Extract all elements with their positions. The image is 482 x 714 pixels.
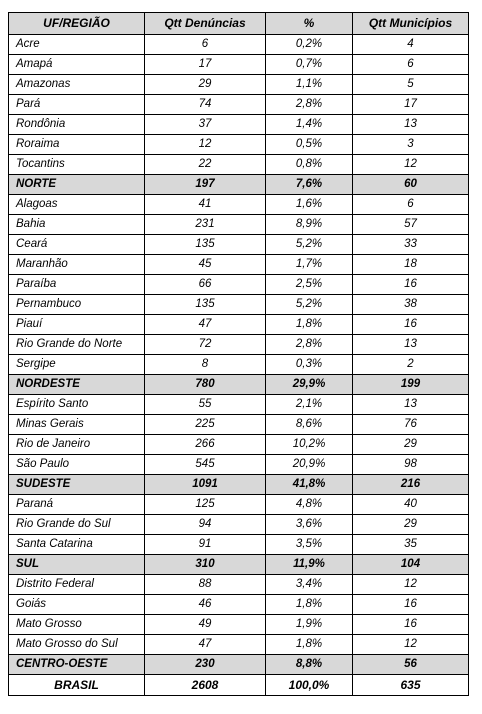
cell-qtt-municipios: 3 bbox=[353, 135, 469, 155]
cell-qtt-denuncias: 231 bbox=[145, 215, 266, 235]
table-row bbox=[9, 515, 469, 535]
cell-percent: 1,8% bbox=[266, 635, 353, 655]
cell-uf-regiao: Rio Grande do Norte bbox=[9, 335, 145, 355]
cell-percent: 2,8% bbox=[266, 95, 353, 115]
cell-qtt-municipios: 16 bbox=[353, 275, 469, 295]
cell-qtt-denuncias: 780 bbox=[145, 375, 266, 395]
cell-qtt-municipios: 16 bbox=[353, 615, 469, 635]
cell-qtt-municipios: 17 bbox=[353, 95, 469, 115]
cell-qtt-municipios: 13 bbox=[353, 115, 469, 135]
cell-percent: 1,1% bbox=[266, 75, 353, 95]
cell-percent: 8,6% bbox=[266, 415, 353, 435]
cell-qtt-municipios: 57 bbox=[353, 215, 469, 235]
cell-qtt-denuncias: 135 bbox=[145, 235, 266, 255]
cell-qtt-municipios: 60 bbox=[353, 175, 469, 195]
cell-qtt-denuncias: 66 bbox=[145, 275, 266, 295]
table-row bbox=[9, 95, 469, 115]
cell-qtt-municipios: 98 bbox=[353, 455, 469, 475]
cell-qtt-denuncias: 72 bbox=[145, 335, 266, 355]
cell-qtt-denuncias: 230 bbox=[145, 655, 266, 675]
cell-qtt-denuncias: 45 bbox=[145, 255, 266, 275]
cell-qtt-denuncias: 545 bbox=[145, 455, 266, 475]
cell-uf-regiao: Pará bbox=[9, 95, 145, 115]
cell-qtt-denuncias: 49 bbox=[145, 615, 266, 635]
cell-uf-regiao: CENTRO-OESTE bbox=[9, 655, 145, 675]
cell-uf-regiao: Pernambuco bbox=[9, 295, 145, 315]
cell-qtt-denuncias: 74 bbox=[145, 95, 266, 115]
cell-qtt-municipios: 76 bbox=[353, 415, 469, 435]
region-subtotal-row bbox=[9, 375, 469, 395]
table-row bbox=[9, 355, 469, 375]
cell-qtt-municipios: 12 bbox=[353, 635, 469, 655]
cell-qtt-municipios: 6 bbox=[353, 195, 469, 215]
table-row bbox=[9, 235, 469, 255]
cell-uf-regiao: Sergipe bbox=[9, 355, 145, 375]
cell-uf-regiao: NORDESTE bbox=[9, 375, 145, 395]
cell-qtt-denuncias: 197 bbox=[145, 175, 266, 195]
cell-qtt-denuncias: 55 bbox=[145, 395, 266, 415]
cell-uf-regiao: Santa Catarina bbox=[9, 535, 145, 555]
header-qtt-municipios: Qtt Municípios bbox=[353, 13, 469, 35]
cell-qtt-denuncias: 29 bbox=[145, 75, 266, 95]
cell-qtt-denuncias: 46 bbox=[145, 595, 266, 615]
cell-uf-regiao: Alagoas bbox=[9, 195, 145, 215]
table-row bbox=[9, 335, 469, 355]
table-row bbox=[9, 455, 469, 475]
table-row bbox=[9, 615, 469, 635]
denuncias-table bbox=[8, 12, 469, 696]
cell-uf-regiao: Mato Grosso bbox=[9, 615, 145, 635]
cell-qtt-denuncias: 94 bbox=[145, 515, 266, 535]
cell-uf-regiao: Bahia bbox=[9, 215, 145, 235]
cell-qtt-municipios: 56 bbox=[353, 655, 469, 675]
cell-percent: 41,8% bbox=[266, 475, 353, 495]
cell-qtt-municipios: 29 bbox=[353, 515, 469, 535]
cell-uf-regiao: Rondônia bbox=[9, 115, 145, 135]
cell-uf-regiao: SUDESTE bbox=[9, 475, 145, 495]
cell-percent: 0,7% bbox=[266, 55, 353, 75]
table-row bbox=[9, 55, 469, 75]
cell-qtt-municipios: 38 bbox=[353, 295, 469, 315]
cell-qtt-municipios: 635 bbox=[353, 675, 469, 696]
cell-qtt-municipios: 29 bbox=[353, 435, 469, 455]
table-row bbox=[9, 115, 469, 135]
cell-percent: 4,8% bbox=[266, 495, 353, 515]
cell-uf-regiao: Amapá bbox=[9, 55, 145, 75]
cell-percent: 100,0% bbox=[266, 675, 353, 696]
cell-percent: 3,5% bbox=[266, 535, 353, 555]
table-row bbox=[9, 155, 469, 175]
table-row bbox=[9, 295, 469, 315]
cell-qtt-denuncias: 225 bbox=[145, 415, 266, 435]
table-row bbox=[9, 495, 469, 515]
table-header-row bbox=[9, 13, 469, 35]
cell-qtt-municipios: 13 bbox=[353, 335, 469, 355]
cell-qtt-denuncias: 47 bbox=[145, 635, 266, 655]
cell-uf-regiao: Amazonas bbox=[9, 75, 145, 95]
cell-qtt-denuncias: 91 bbox=[145, 535, 266, 555]
table-row bbox=[9, 415, 469, 435]
cell-qtt-municipios: 18 bbox=[353, 255, 469, 275]
cell-percent: 7,6% bbox=[266, 175, 353, 195]
cell-percent: 29,9% bbox=[266, 375, 353, 395]
region-subtotal-row bbox=[9, 555, 469, 575]
cell-qtt-denuncias: 266 bbox=[145, 435, 266, 455]
cell-percent: 8,8% bbox=[266, 655, 353, 675]
table-row bbox=[9, 255, 469, 275]
region-subtotal-row bbox=[9, 475, 469, 495]
table-row bbox=[9, 575, 469, 595]
cell-percent: 2,5% bbox=[266, 275, 353, 295]
cell-uf-regiao: NORTE bbox=[9, 175, 145, 195]
header-percent: % bbox=[266, 13, 353, 35]
cell-qtt-denuncias: 88 bbox=[145, 575, 266, 595]
table-row bbox=[9, 535, 469, 555]
cell-percent: 2,8% bbox=[266, 335, 353, 355]
table-row bbox=[9, 275, 469, 295]
table-row bbox=[9, 35, 469, 55]
cell-qtt-municipios: 199 bbox=[353, 375, 469, 395]
cell-uf-regiao: Tocantins bbox=[9, 155, 145, 175]
cell-uf-regiao: Rio de Janeiro bbox=[9, 435, 145, 455]
cell-qtt-denuncias: 125 bbox=[145, 495, 266, 515]
cell-uf-regiao: Espírito Santo bbox=[9, 395, 145, 415]
cell-qtt-denuncias: 17 bbox=[145, 55, 266, 75]
region-subtotal-row bbox=[9, 175, 469, 195]
cell-qtt-municipios: 2 bbox=[353, 355, 469, 375]
cell-qtt-municipios: 12 bbox=[353, 155, 469, 175]
cell-percent: 1,8% bbox=[266, 595, 353, 615]
cell-qtt-municipios: 104 bbox=[353, 555, 469, 575]
cell-qtt-denuncias: 8 bbox=[145, 355, 266, 375]
table-row bbox=[9, 195, 469, 215]
table-body bbox=[9, 35, 469, 696]
cell-qtt-denuncias: 135 bbox=[145, 295, 266, 315]
cell-qtt-denuncias: 22 bbox=[145, 155, 266, 175]
cell-qtt-municipios: 16 bbox=[353, 315, 469, 335]
cell-qtt-denuncias: 41 bbox=[145, 195, 266, 215]
cell-percent: 0,2% bbox=[266, 35, 353, 55]
cell-percent: 3,6% bbox=[266, 515, 353, 535]
cell-uf-regiao: Piauí bbox=[9, 315, 145, 335]
cell-percent: 5,2% bbox=[266, 235, 353, 255]
cell-percent: 20,9% bbox=[266, 455, 353, 475]
table-row bbox=[9, 215, 469, 235]
cell-percent: 2,1% bbox=[266, 395, 353, 415]
cell-percent: 8,9% bbox=[266, 215, 353, 235]
table-row bbox=[9, 135, 469, 155]
cell-percent: 1,7% bbox=[266, 255, 353, 275]
cell-uf-regiao: Mato Grosso do Sul bbox=[9, 635, 145, 655]
table-row bbox=[9, 435, 469, 455]
cell-uf-regiao: Paraná bbox=[9, 495, 145, 515]
cell-qtt-municipios: 13 bbox=[353, 395, 469, 415]
table-row bbox=[9, 635, 469, 655]
cell-percent: 1,6% bbox=[266, 195, 353, 215]
cell-qtt-denuncias: 37 bbox=[145, 115, 266, 135]
cell-percent: 3,4% bbox=[266, 575, 353, 595]
table-row bbox=[9, 75, 469, 95]
cell-qtt-municipios: 12 bbox=[353, 575, 469, 595]
cell-percent: 1,4% bbox=[266, 115, 353, 135]
table-row bbox=[9, 395, 469, 415]
cell-percent: 11,9% bbox=[266, 555, 353, 575]
cell-uf-regiao: Goiás bbox=[9, 595, 145, 615]
cell-percent: 0,5% bbox=[266, 135, 353, 155]
cell-qtt-municipios: 4 bbox=[353, 35, 469, 55]
header-qtt-denuncias: Qtt Denúncias bbox=[145, 13, 266, 35]
cell-qtt-municipios: 33 bbox=[353, 235, 469, 255]
cell-uf-regiao: Rio Grande do Sul bbox=[9, 515, 145, 535]
cell-percent: 0,3% bbox=[266, 355, 353, 375]
cell-uf-regiao: Acre bbox=[9, 35, 145, 55]
cell-percent: 5,2% bbox=[266, 295, 353, 315]
cell-qtt-denuncias: 1091 bbox=[145, 475, 266, 495]
cell-uf-regiao: Paraíba bbox=[9, 275, 145, 295]
cell-uf-regiao: Ceará bbox=[9, 235, 145, 255]
cell-qtt-municipios: 216 bbox=[353, 475, 469, 495]
cell-qtt-denuncias: 47 bbox=[145, 315, 266, 335]
cell-qtt-denuncias: 310 bbox=[145, 555, 266, 575]
table-row bbox=[9, 315, 469, 335]
cell-uf-regiao: Roraima bbox=[9, 135, 145, 155]
cell-percent: 1,8% bbox=[266, 315, 353, 335]
cell-percent: 10,2% bbox=[266, 435, 353, 455]
cell-qtt-denuncias: 2608 bbox=[145, 675, 266, 696]
cell-uf-regiao: Minas Gerais bbox=[9, 415, 145, 435]
cell-qtt-municipios: 16 bbox=[353, 595, 469, 615]
cell-qtt-municipios: 35 bbox=[353, 535, 469, 555]
cell-percent: 1,9% bbox=[266, 615, 353, 635]
cell-qtt-denuncias: 12 bbox=[145, 135, 266, 155]
cell-percent: 0,8% bbox=[266, 155, 353, 175]
cell-uf-regiao: SUL bbox=[9, 555, 145, 575]
cell-uf-regiao: Distrito Federal bbox=[9, 575, 145, 595]
region-subtotal-row bbox=[9, 655, 469, 675]
cell-qtt-municipios: 40 bbox=[353, 495, 469, 515]
cell-qtt-municipios: 6 bbox=[353, 55, 469, 75]
header-uf-regiao: UF/REGIÃO bbox=[9, 13, 145, 35]
cell-uf-regiao: BRASIL bbox=[9, 675, 145, 696]
cell-qtt-municipios: 5 bbox=[353, 75, 469, 95]
cell-uf-regiao: Maranhão bbox=[9, 255, 145, 275]
total-row bbox=[9, 675, 469, 696]
cell-qtt-denuncias: 6 bbox=[145, 35, 266, 55]
cell-uf-regiao: São Paulo bbox=[9, 455, 145, 475]
table-row bbox=[9, 595, 469, 615]
